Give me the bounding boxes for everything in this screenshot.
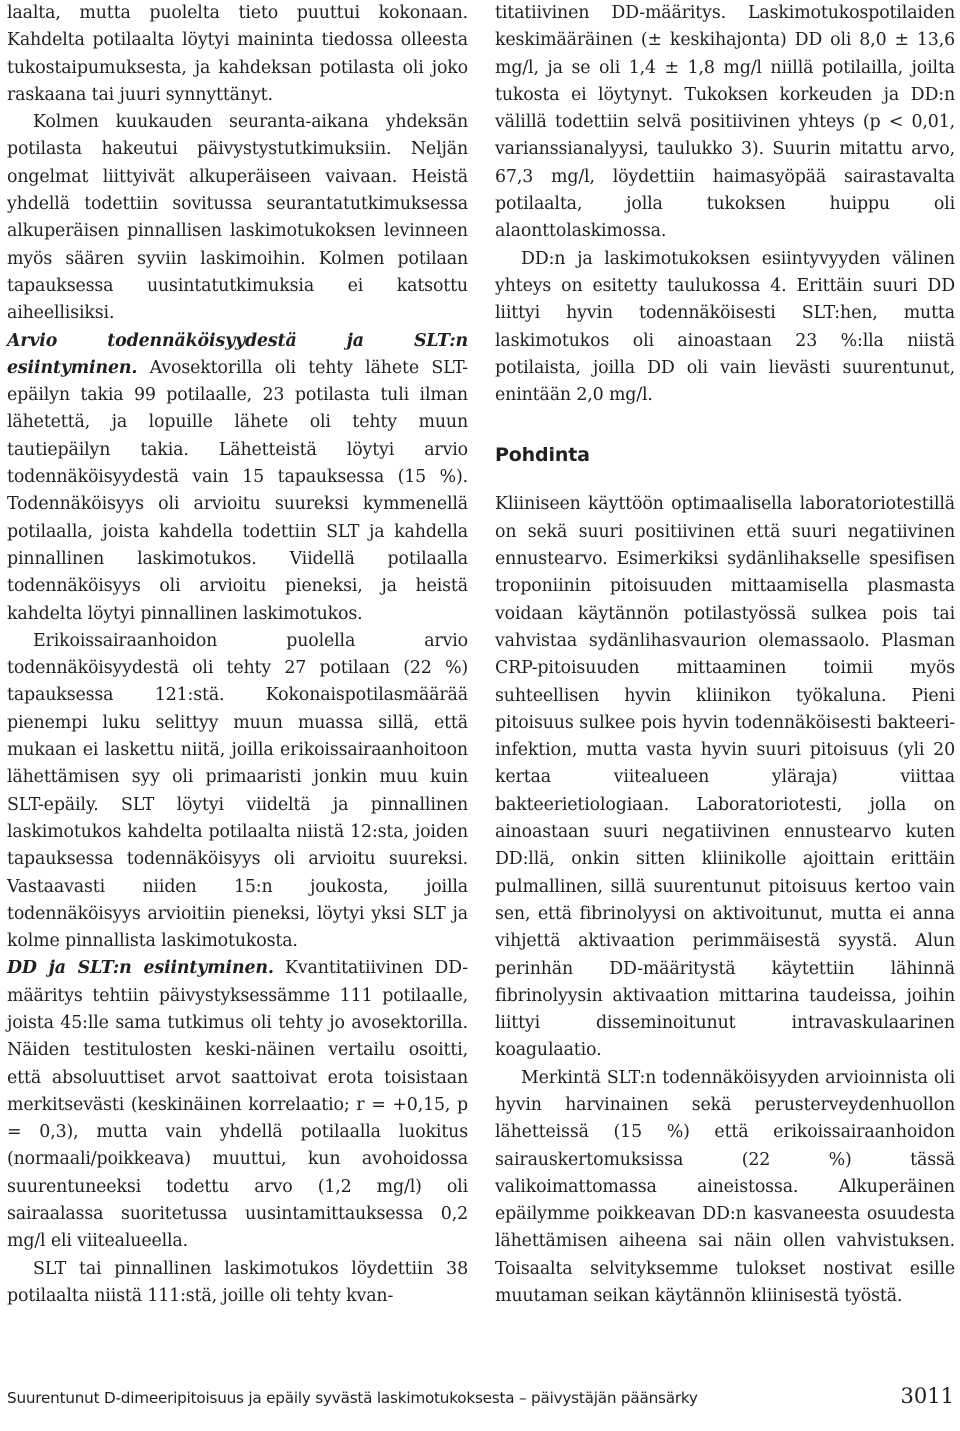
running-title: Suurentunut D-dimeeripitoisuus ja epäily syvästä laskimotukoksesta – päivystäjän päänsärky bbox=[7, 1389, 698, 1407]
paragraph-text: Kvantitatiivinen DD-määritys tehtiin päivystyksessämme 111 potilaalle, joista 45:lle sama tutkimus oli tehty jo avosektorilla. Näiden testitulosten keski-näinen vertailu osoitti, että absoluuttiset arvot saattoivat erota toisistaan merkitsevästi (keskinäinen korrelaatio; r = +0,15, p = 0,3), mutta vain yhdellä potilaalla luokitus (normaali/poikkeava) muuttui, kun avohoidossa suurentuneeksi todettu arvo (1,2 mg/l) oli sairaalassa suoritetussa uusintamittauksessa 0,2 mg/l eli viitealueella. bbox=[7, 958, 468, 1252]
paragraph: DD:n ja laskimotukoksen esiintyvyyden välinen yhteys on esitetty taulukossa 4. Erittäin suuri DD liittyi hyvin todennäköisesti SLT:hen, mutta laskimotukos oli ainoastaan 23 %:lla niistä potilaista, joilla DD oli vain lievästi suurentunut, enintään 2,0 mg/l. bbox=[495, 248, 955, 406]
paragraph: Merkintä SLT:n todennäköisyyden arvioinnista oli hyvin harvinainen sekä perusterveydenhuollon lähetteissä (15 %) että erikoissairaanhoidon sairauskertomuksissa (22 %) tässä valikoimattomassa aineistossa. Alkuperäinen epäilymme poikkeavan DD:n kasvaneesta osuudesta lähettämisen aiheena sai näin ollen vahvistuksen. Toisaalta selvityksemme tulokset nostivat esille muutaman seikan käytännön kliinisestä työstä. bbox=[495, 1067, 955, 1307]
paragraph bbox=[7, 955, 468, 1255]
right-column bbox=[495, 0, 955, 1310]
paragraph: Kolmen kuukauden seuranta-aikana yhdeksän potilasta hakeutui päivystystutkimuksiin. Neljän ongelmat liittyivät alkuperäiseen vaivaan. Heistä yhdellä todettiin sovitussa seurantatutkimuksessa alkuperäisen pinnallisen laskimotukoksen levinneen myös säären syviin laskimoihin. Kolmen potilaan tapauksessa uusintatutkimuksia ei katsottu aiheellisiksi. bbox=[7, 112, 468, 324]
paragraph bbox=[7, 328, 468, 628]
paragraph-text: Avosektorilla oli tehty lähete SLT-epäilyn takia 99 potilaalle, 23 potilasta tuli ilman lähetettä, ja lopuille lähete oli tehty muun tautiepäilyn takia. Lähetteistä löytyi arvio todennäköisyydestä vain 15 tapauksessa (15 %). Todennäköisyys oli arvioitu suureksi kymmenellä potilaalla, joista kahdella todettiin SLT ja kahdella pinnallinen laskimotukos. Viidellä potilaalla todennäköisyys oli arvioitu pieneksi, ja heistä kahdelta löytyi pinnallinen laskimotukos. bbox=[7, 357, 468, 624]
run-in-heading: DD ja SLT:n esiintyminen. bbox=[7, 958, 274, 979]
section-heading: Pohdinta bbox=[495, 444, 590, 467]
page-number: 3011 bbox=[900, 1384, 954, 1408]
paragraph: Kliiniseen käyttöön optimaalisella laboratoriotestillä on sekä suuri positiivinen että suuri negatiivinen ennustearvo. Esimerkiksi sydänlihakselle spesifisen troponiinin pitoisuuden mittaamisella plasmasta voidaan käytännön potilastyössä sulkea pois tai vahvistaa sydänlihasvaurion olemassaolo. Plasman CRP-pitoisuuden mittaaminen toimii myös suhteellisen hyvin kliinikon työkaluna. Pieni pitoisuus sulkee pois hyvin todennäköisesti bakteeri-infektion, mutta vasta hyvin suuri pitoisuus (yli 20 kertaa viitealueen yläraja) viittaa bakteerietiologiaan. Laboratoriotesti, jolla on ainoastaan suuri negatiivinen ennustearvo kuten DD:llä, onkin sitten kliinikolle ajoittain erittäin pulmallinen, sillä suurentunut pitoisuus kertoo vain sen, että fibrinolyysi on aktivoitunut, mutta ei anna vihjettä aktivaation perimmäisestä syystä. Alun perinhän DD-määritystä käytettiin lähinnä fibrinolyysin aktivaation mittarina taudeissa, joihin liittyi disseminoitunut intravaskulaarinen koagulaatio. bbox=[495, 494, 955, 1061]
left-column bbox=[7, 0, 468, 1310]
paragraph: laalta, mutta puolelta tieto puuttui kokonaan. Kahdelta potilaalta löytyi maininta tiedossa olleesta tukostaipumuksesta, ja kahdeksan potilasta oli joko raskaana tai juuri synnyttänyt. bbox=[7, 3, 468, 105]
paragraph: titatiivinen DD-määritys. Laskimotukospotilaiden keskimääräinen (± keskihajonta) DD oli 8,0 ± 13,6 mg/l, ja se oli 1,4 ± 1,8 mg/l niillä potilailla, joilta tukosta ei löytynyt. Tukoksen korkeuden ja DD:n välillä todettiin selvä positiivinen yhteys (p < 0,01, varianssianalyysi, taulukko 3). Suurin mitattu arvo, 67,3 mg/l, löydettiin haimasyöpää sairastavalta potilaalta, jolla tukoksen huippu oli alaonttolaskimossa. bbox=[495, 3, 955, 242]
page-footer bbox=[7, 1384, 954, 1408]
run-in-heading: Arvio todennäköisyydestä ja SLT:n esiintyminen. bbox=[7, 330, 468, 378]
paragraph: SLT tai pinnallinen laskimotukos löydettiin 38 potilaalta niistä 111:stä, joille oli tehty kvan- bbox=[7, 1258, 468, 1306]
paragraph: Erikoissairaanhoidon puolella arvio todennäköisyydestä oli tehty 27 potilaan (22 %) tapauksessa 121:stä. Kokonaispotilasmäärää pienempi luku selittyy muun muassa sillä, että mukaan ei laskettu niitä, joilla erikoissairaanhoitoon lähettämisen syy oli primaaristi jonkin muu kuin SLT-epäily. SLT löytyi viideltä ja pinnallinen laskimotukos kahdelta potilaalta niistä 12:sta, joiden tapauksessa todennäköisyys oli arvioitu suureksi. Vastaavasti niiden 15:n joukosta, joilla todennäköisyys arvioitiin pieneksi, löytyi yksi SLT ja kolme pinnallista laskimotukosta. bbox=[7, 630, 468, 952]
